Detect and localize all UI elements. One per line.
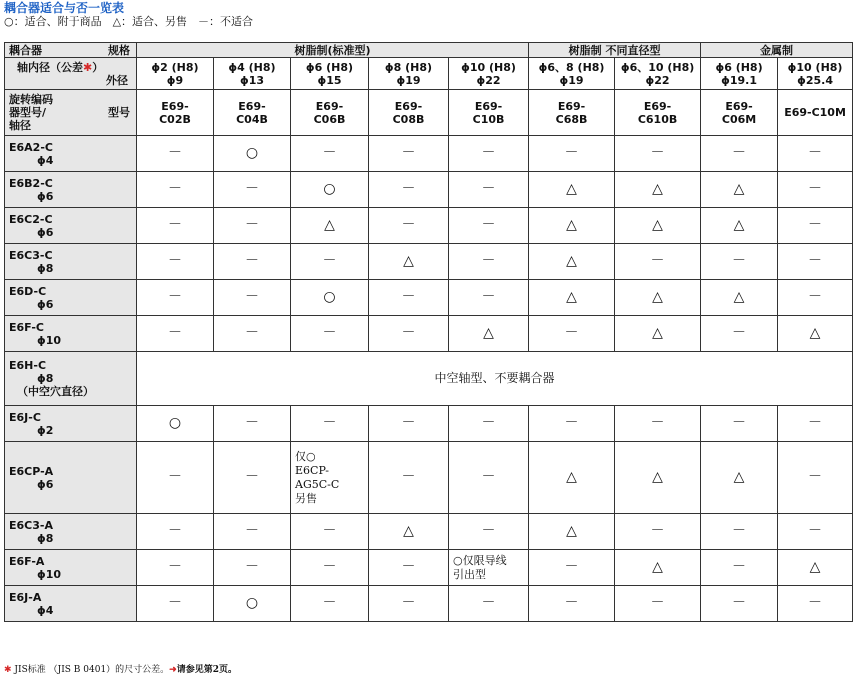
compatibility-cell: ○	[291, 280, 369, 316]
compatibility-cell: －	[214, 442, 291, 514]
shaft-diameter: ϕ4	[37, 603, 54, 617]
col-model-2	[291, 90, 369, 136]
compatibility-cell: －	[291, 244, 369, 280]
spec-label: 规格	[108, 43, 130, 57]
note-line: E6CP-	[295, 463, 329, 477]
footnote-link[interactable]: 请参见第2页。	[176, 665, 237, 675]
header-corner-middle	[5, 58, 137, 90]
compatibility-cell: －	[701, 244, 778, 280]
compatibility-cell: △	[615, 208, 701, 244]
encoder-model: E6F-C	[9, 320, 44, 334]
compatibility-cell: △	[291, 208, 369, 244]
compatibility-cell: △	[778, 316, 853, 352]
compatibility-note-cell	[291, 442, 369, 514]
header-row-dimensions	[5, 58, 853, 90]
coupling-model-suffix: C06M	[721, 112, 757, 126]
encoder-model: E6A2-C	[9, 140, 53, 154]
compatibility-cell: －	[137, 550, 214, 586]
col-model-7	[701, 90, 778, 136]
compatibility-cell: △	[369, 244, 449, 280]
table-row	[5, 172, 853, 208]
compatibility-cell: －	[778, 244, 853, 280]
col-dimension-6	[615, 58, 701, 90]
compatibility-cell: －	[214, 172, 291, 208]
compatibility-cell: －	[369, 316, 449, 352]
compatibility-cell: －	[449, 172, 529, 208]
encoder-model: E6C3-A	[9, 518, 53, 532]
table-row	[5, 208, 853, 244]
shaft-diameter: ϕ6	[37, 477, 54, 491]
bore-diameter: ϕ4 (H8)	[228, 60, 276, 74]
outer-diameter: ϕ19.1	[721, 73, 757, 87]
encoder-model: E6H-C	[9, 359, 47, 372]
outer-diameter: ϕ19	[396, 73, 421, 87]
encoder-cell	[5, 550, 137, 586]
compatibility-cell: －	[449, 514, 529, 550]
compatibility-cell: －	[529, 316, 615, 352]
hollow-shaft-merged-cell: 中空轴型、不要耦合器	[137, 352, 853, 406]
compatibility-cell: －	[701, 514, 778, 550]
outer-diameter: ϕ13	[239, 73, 265, 87]
compatibility-cell: －	[214, 316, 291, 352]
compatibility-cell: －	[778, 280, 853, 316]
encoder-cell	[5, 514, 137, 550]
shaft-diameter: ϕ2	[37, 423, 54, 437]
compatibility-cell: －	[449, 280, 529, 316]
asterisk-icon: ✱	[4, 665, 12, 675]
encoder-cell	[5, 586, 137, 622]
coupling-model: E69-	[474, 99, 503, 113]
bore-diameter: ϕ6、8 (H8)	[538, 60, 605, 74]
coupling-model-suffix: C610B	[637, 112, 678, 126]
compatibility-cell: －	[449, 586, 529, 622]
compatibility-cell: －	[291, 316, 369, 352]
table-row	[5, 316, 853, 352]
bore-diameter: ϕ10 (H8)	[787, 60, 843, 74]
col-model-3	[369, 90, 449, 136]
compatibility-cell: －	[701, 136, 778, 172]
col-dimension-3	[369, 58, 449, 90]
compatibility-cell: －	[529, 136, 615, 172]
col-model-1	[214, 90, 291, 136]
bore-diameter: ϕ6、10 (H8)	[620, 60, 695, 74]
compatibility-cell: －	[369, 442, 449, 514]
col-dimension-4	[449, 58, 529, 90]
encoder-model: E6CP-A	[9, 464, 54, 478]
outer-diameter-label: 外径	[106, 73, 128, 87]
shaft-diameter: ϕ8	[37, 531, 54, 545]
group-header-standard: 树脂制(标准型)	[137, 43, 529, 58]
compatibility-cell: －	[137, 514, 214, 550]
compatibility-cell: －	[291, 586, 369, 622]
encoder-model: E6C3-C	[9, 248, 53, 262]
compatibility-cell: －	[778, 136, 853, 172]
encoder-model: E6B2-C	[9, 176, 53, 190]
outer-diameter: ϕ25.4	[797, 73, 833, 87]
compatibility-cell: －	[449, 406, 529, 442]
compatibility-cell: －	[214, 280, 291, 316]
outer-diameter: ϕ15	[317, 73, 342, 87]
compatibility-cell: －	[369, 586, 449, 622]
coupling-model-suffix: C08B	[392, 112, 425, 126]
compatibility-cell: △	[615, 442, 701, 514]
compatibility-cell: －	[369, 136, 449, 172]
table-row	[5, 352, 853, 406]
compatibility-cell: －	[137, 172, 214, 208]
compatibility-cell: －	[137, 208, 214, 244]
shaft-diameter: ϕ8	[37, 372, 54, 385]
bore-label: 轴内径（公差✱）	[17, 60, 104, 74]
group-header-metal: 金属制	[701, 43, 853, 58]
table-row	[5, 550, 853, 586]
compatibility-cell: －	[369, 280, 449, 316]
compatibility-cell: －	[701, 550, 778, 586]
compatibility-cell: －	[137, 586, 214, 622]
header-row-groups	[5, 43, 853, 58]
compatibility-cell: －	[449, 442, 529, 514]
encoder-cell	[5, 136, 137, 172]
shaft-diameter: ϕ6	[37, 189, 54, 203]
compatibility-cell: △	[615, 280, 701, 316]
compatibility-cell: －	[615, 406, 701, 442]
compatibility-cell: －	[529, 586, 615, 622]
coupling-model-suffix: C02B	[159, 112, 191, 126]
legend: ○：适合、附于商品 △：适合、另售 －：不适合	[4, 15, 254, 28]
encoder-cell	[5, 244, 137, 280]
compatibility-cell: －	[615, 514, 701, 550]
bore-diameter: ϕ2 (H8)	[151, 60, 199, 74]
compatibility-cell: －	[701, 586, 778, 622]
compatibility-cell: －	[291, 514, 369, 550]
table-row	[5, 586, 853, 622]
coupling-model: E69-	[394, 99, 423, 113]
coupling-model-suffix: C68B	[555, 112, 588, 126]
coupler-label: 耦合器	[9, 43, 42, 57]
compatibility-cell: －	[778, 208, 853, 244]
bore-diameter: ϕ8 (H8)	[384, 60, 433, 74]
coupling-model: E69-	[315, 99, 344, 113]
compatibility-cell: △	[529, 208, 615, 244]
compatibility-cell: －	[369, 406, 449, 442]
shaft-diameter: ϕ4	[37, 153, 54, 167]
compatibility-cell: ○	[137, 406, 214, 442]
hollow-diameter-note: （中空穴直径）	[17, 385, 94, 398]
bore-diameter: ϕ6 (H8)	[305, 60, 354, 74]
coupling-model: E69-	[238, 99, 266, 113]
header-corner-bottom	[5, 90, 137, 136]
compatibility-cell: △	[701, 172, 778, 208]
outer-diameter: ϕ19	[559, 73, 584, 87]
compatibility-cell: △	[701, 442, 778, 514]
bore-diameter: ϕ6 (H8)	[715, 60, 763, 74]
note-line: 另售	[295, 491, 317, 505]
col-dimension-1	[214, 58, 291, 90]
encoder-cell	[5, 280, 137, 316]
header-corner-top	[5, 43, 137, 58]
encoder-cell	[5, 208, 137, 244]
compatibility-cell: △	[615, 172, 701, 208]
compatibility-cell: △	[529, 280, 615, 316]
col-model-5	[529, 90, 615, 136]
encoder-cell	[5, 352, 137, 406]
encoder-model: E6F-A	[9, 554, 45, 568]
shaft-diameter: ϕ6	[37, 225, 54, 239]
compatibility-cell: －	[778, 172, 853, 208]
compatibility-cell: －	[291, 550, 369, 586]
col-dimension-7	[701, 58, 778, 90]
col-model-8	[778, 90, 853, 136]
encoder-cell	[5, 172, 137, 208]
shaft-diameter: ϕ10	[37, 333, 62, 347]
note-line: 仅○	[295, 449, 316, 463]
col-dimension-8	[778, 58, 853, 90]
table-row	[5, 244, 853, 280]
table-row	[5, 406, 853, 442]
compatibility-cell: －	[291, 406, 369, 442]
col-dimension-5	[529, 58, 615, 90]
bore-diameter: ϕ10 (H8)	[461, 60, 516, 74]
compatibility-cell: －	[615, 136, 701, 172]
encoder-cell	[5, 406, 137, 442]
compatibility-cell: －	[137, 316, 214, 352]
footnote	[4, 664, 237, 676]
coupling-model: E69-	[161, 99, 189, 113]
compatibility-cell: －	[778, 442, 853, 514]
compatibility-cell: －	[214, 244, 291, 280]
compatibility-cell: －	[615, 586, 701, 622]
col-model-0	[137, 90, 214, 136]
compatibility-cell: －	[369, 172, 449, 208]
encoder-model: E6J-A	[9, 590, 42, 604]
compatibility-cell: △	[529, 514, 615, 550]
encoder-cell	[5, 316, 137, 352]
compatibility-cell: －	[701, 316, 778, 352]
compatibility-cell: △	[615, 316, 701, 352]
table-row	[5, 514, 853, 550]
compatibility-cell: －	[615, 244, 701, 280]
compatibility-cell: ○	[214, 586, 291, 622]
encoder-model: E6C2-C	[9, 212, 53, 226]
col-dimension-2	[291, 58, 369, 90]
table-row	[5, 442, 853, 514]
compatibility-cell: －	[137, 136, 214, 172]
group-header-different-diameter: 树脂制 不同直径型	[529, 43, 701, 58]
compatibility-cell: －	[701, 406, 778, 442]
compatibility-cell: △	[529, 442, 615, 514]
outer-diameter: ϕ22	[476, 73, 501, 87]
coupling-model: E69-	[725, 99, 753, 113]
footnote-text: JIS标准 （JIS B 0401）的尺寸公差。	[11, 665, 170, 675]
compatibility-cell: －	[137, 280, 214, 316]
compatibility-cell: △	[449, 316, 529, 352]
encoder-cell	[5, 442, 137, 514]
compatibility-cell: －	[449, 244, 529, 280]
encoder-model: E6J-C	[9, 410, 41, 424]
compatibility-cell: －	[449, 208, 529, 244]
coupling-model-suffix: C04B	[236, 112, 268, 126]
table-row	[5, 136, 853, 172]
compatibility-cell: －	[778, 586, 853, 622]
compatibility-note-cell	[449, 550, 529, 586]
compatibility-cell: －	[369, 208, 449, 244]
compatibility-cell: －	[137, 442, 214, 514]
col-dimension-0	[137, 58, 214, 90]
note-line: 引出型	[453, 567, 486, 581]
compatibility-cell: △	[615, 550, 701, 586]
compatibility-cell: △	[529, 244, 615, 280]
shaft-diameter: ϕ10	[37, 567, 62, 581]
shaft-diameter: ϕ8	[37, 261, 54, 275]
note-line: ○仅限导线	[453, 553, 507, 567]
encoder-model-label: 旋转编码	[9, 93, 53, 106]
model-label: 型号	[108, 106, 130, 119]
arrow-right-icon: ➜	[169, 665, 177, 675]
compatibility-cell: －	[214, 550, 291, 586]
coupling-compatibility-table	[4, 42, 853, 622]
col-model-6	[615, 90, 701, 136]
coupling-model: E69-	[643, 99, 672, 113]
compatibility-cell: －	[369, 550, 449, 586]
encoder-model-label-2: 器型号/	[9, 106, 47, 119]
compatibility-cell: －	[529, 406, 615, 442]
col-model-4	[449, 90, 529, 136]
compatibility-cell: －	[214, 514, 291, 550]
compatibility-cell: ○	[291, 172, 369, 208]
compatibility-cell: －	[291, 136, 369, 172]
coupling-model: E69-C10M	[784, 106, 846, 119]
table-row	[5, 280, 853, 316]
compatibility-cell: －	[214, 406, 291, 442]
compatibility-cell: △	[529, 172, 615, 208]
compatibility-cell: －	[449, 136, 529, 172]
outer-diameter: ϕ9	[166, 73, 184, 87]
compatibility-cell: △	[701, 280, 778, 316]
page-title: 耦合器适合与否一览表	[4, 1, 125, 15]
note-line: AG5C-C	[295, 477, 340, 491]
coupling-model-suffix: C10B	[472, 112, 505, 126]
compatibility-cell: －	[778, 406, 853, 442]
shaft-diameter: ϕ6	[37, 297, 54, 311]
outer-diameter: ϕ22	[645, 73, 670, 87]
compatibility-cell: △	[369, 514, 449, 550]
compatibility-cell: －	[778, 514, 853, 550]
asterisk-icon: ✱	[83, 60, 93, 74]
coupling-model-suffix: C06B	[313, 112, 346, 126]
compatibility-cell: △	[778, 550, 853, 586]
compatibility-cell: －	[137, 244, 214, 280]
coupling-model: E69-	[557, 99, 586, 113]
encoder-model: E6D-C	[9, 284, 47, 298]
compatibility-cell: △	[701, 208, 778, 244]
table-body	[5, 43, 853, 622]
compatibility-cell: －	[529, 550, 615, 586]
compatibility-cell: ○	[214, 136, 291, 172]
shaft-diameter-label: 轴径	[9, 119, 31, 132]
header-row-models	[5, 90, 853, 136]
compatibility-cell: －	[214, 208, 291, 244]
